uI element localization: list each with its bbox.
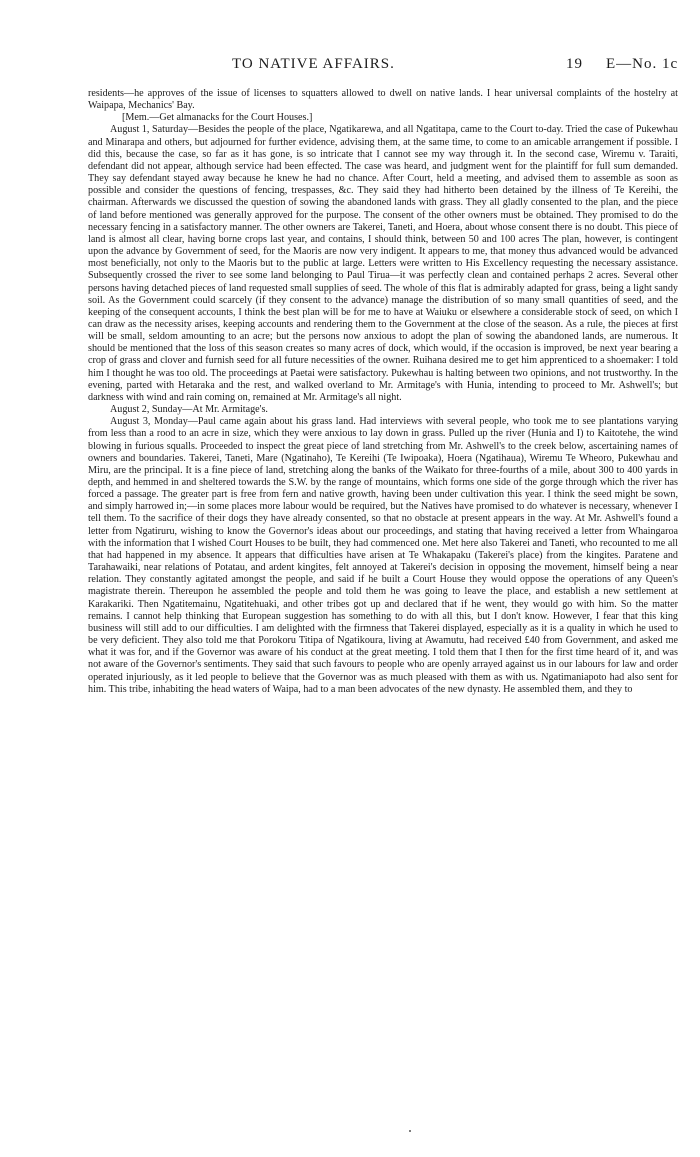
paragraph: August 2, Sunday—At Mr. Armitage's. (110, 404, 268, 416)
header-title: TO NATIVE AFFAIRS. (232, 56, 395, 72)
paragraph: [Mem.—Get almanacks for the Court Houses.] (122, 112, 313, 124)
body-text (88, 88, 678, 696)
paragraph: August 1, Saturday—Besides the people of the place, Ngatikarewa, and all Ngatitapa, came to the Court to-day. Tried the case of Pukewhau and Minarapa and others, but adjourned for further evidence, advising them, at the same time, to come to an amicable arrangement if possible. I did this, because the case, so far as it has gone, is so intricate that I cannot see my way through it. In the second case, Wiremu v. Taraiti, defendant did not appear, although service had been effected. The case was heard, and judgment went for the plaintiff for full sum demanded. They say defendant stayed away because he knew he had no chance. After Court, held a meeting, and advised them to assemble as soon as possible and consider the questions of fencing, trespasses, &c. They said they had hitherto been detained by the illness of Te Kereihi, the chairman. Afterwards we discussed the question of sowing the abandoned lands with grass. They all gladly consented to the plan, and the piece of land before mentioned was generally approved for the purpose. The consent of the other owners must be obtained. They promised to do the necessary fencing in a satisfactory manner. The other owners are Takerei, Taneti, and Hoera, about whose consent there is no doubt. This piece of land is almost all clear, having borne crops last year, and contains, I should think, between 50 and 100 acres The plan, however, is contingent upon the advance by Government of seed, for the Maoris are now very indigent. It appears to me, that money thus advanced would be advanced most beneficially, not only to the Maoris but to the public at large. Letters were written to His Excellency requesting the necessary assistance. Subsequently crossed the river to see some land belonging to Paul Tirua—it was perfectly clean and contained perhaps 2 acres. Several other persons having detached pieces of land requested small supplies of seed. The whole of this flat is admirably adapted for grass, being a light sandy soil. As the Government could scarcely (if they consent to the advance) manage the distribution of so many small quantities of seed, and the keeping of the consequent accounts, I think the best plan will be for me to have at Waiuku or elsewhere a considerable stock of seed, on which I can draw as the necessity arises, keeping accounts and rendering them to the Government at the close of the season. As a rule, the pieces at first will be small, seldom amounting to an acre; but the persons now anxious to adopt the plan of sowing the abandoned lands, are numerous. It should be mentioned that the loss of this season creates so many acres of dock, which would, if the occasion is improved, be next year bearing a crop of grass and clover and furnish seed for all future necessities of the owner. Ruihana desired me to get him apprenticed to a shoemaker: I told him I thought he was too old. The proceedings at Paetai were satisfactory. Pukewhau is halting between two opinions, and not trustworthy. In the evening, parted with Hetaraka and the rest, and walked overland to Mr. Armitage's with Hunia, intending to proceed to Mr. Ashwell's; but darkness with wind and rain coming on, remained at Mr. Armitage's all night. (88, 124, 678, 403)
document-reference: E—No. 1c (606, 56, 679, 72)
running-header (0, 56, 700, 78)
page-number: 19 (566, 56, 583, 72)
paragraph: August 3, Monday—Paul came again about his grass land. Had interviews with several people, who took me to see plantations varying from less than a rood to an acre in size, which they were anxious to lay down in grass. Pulled up the river (Hunia and I) to Kaitotehe, the wind blowing in furious squalls. Proceeded to inspect the great piece of land stretching from Mr. Ashwell's to the creek below, ascertaining names of owners and boundaries. Takerei, Taneti, Mare (Ngatinaho), Te Kereihi (Te Iwipoaka), Hoera (Ngatihaua), Wiremu Te Wheoro, Pukewhau and Miru, are the principal. It is a fine piece of land, stretching along the banks of the Waikato for three-fourths of a mile, about 300 to 400 yards in depth, and hemmed in and sheltered towards the S.W. by the range of mountains, which forms one side of the gorge through which the river has forced a passage. The greater part is free from fern and native growth, having been under cultivation this year. I think the seed might be sown, and simply harrowed in;—in some places more labour would be required, but the Natives have promised to do whatever is necessary, whenever I tell them. To the sacrifice of their dogs they have already consented, so that no obstacle at present appears in the way. At Mr. Ashwell's found a letter from Ngatiruru, wishing to know the Governor's ideas about our proceedings, and stating that having received a letter from Whaingaroa with the information that I wished Court Houses to be built, they had commenced one. Met here also Takerei and Taneti, who recounted to me all that had happened in my absence. It appears that difficulties have arisen at Te Whakapaku (Takerei's place) from the kingites. Paratene and Tarahawaiki, near relations of Potatau, and ardent kingites, felt annoyed at Takerei's decision in opposing the movement, himself being a near relation. They constantly agitated amongst the people, and said if he built a Court House they would oppose the operations of any Queen's magistrate therein. Thereupon he assembled the people and told them he was going to leave the place, and establish a new settlement at Karakariki. Then Ngatitemainu, Ngatitehuaki, and other tribes got up and declared that if he went, they would go with him. So the matter remains. I cannot help thinking that European suggestion has something to do with all this, but I don't know. However, I fear that this king business will still add to our difficulties. I am delighted with the firmness that Takerei displayed, especially as it is a quality in which he used to be very deficient. They also told me that Porokoru Titipa of Ngatikoura, living at Awamutu, had received £40 from Government, and asked me what it was for, and if the Governor was aware of his conduct at the great meeting. I told them that I then for the first time heard of it, and was not aware of the Governor's sentiments. They said that such favours to people who are openly arrayed against us in our labours for law and order operated injuriously, as it led people to believe that the Governor was as much pleased with them as with us. Ngatimaniapoto had also sent for him. This tribe, inhabiting the head waters of Waipa, had to a man been advocates of the new dynasty. He assembled them, and they to (88, 416, 678, 695)
paragraph: residents—he approves of the issue of licenses to squatters allowed to dwell on native lands. I hear universal complaints of the hostelry at Waipapa, Mechanics' Bay. (88, 88, 678, 112)
page-mark (409, 1130, 411, 1132)
